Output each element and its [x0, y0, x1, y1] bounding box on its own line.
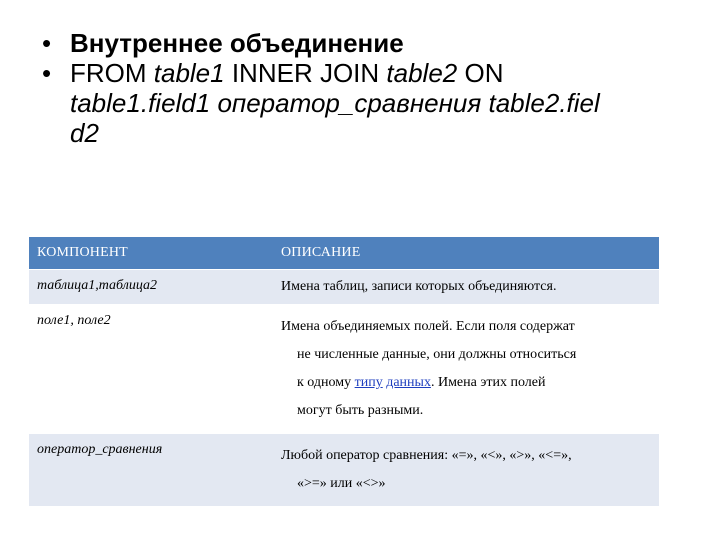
- bullet-inner-join-title: [40, 28, 700, 58]
- syntax-inner-join: INNER JOIN: [224, 58, 387, 88]
- link-type[interactable]: типу: [354, 375, 383, 390]
- cell-description: Имена таблиц, записи которых объединяются.: [273, 270, 659, 305]
- desc-fragment: . Имена этих полей: [430, 375, 546, 390]
- bullet-text: Внутреннее объединение: [70, 28, 404, 58]
- header-component: КОМПОНЕНТ: [29, 237, 273, 270]
- table-row: [29, 270, 659, 305]
- components-table: [29, 237, 659, 507]
- table-row: [29, 305, 659, 434]
- syntax-on: ON: [457, 58, 504, 88]
- link-data[interactable]: данных: [386, 375, 431, 390]
- bullet-sql-syntax: [40, 58, 700, 148]
- table-row: [29, 434, 659, 507]
- syntax-line-3: d2: [70, 118, 99, 148]
- cell-description: [273, 434, 659, 507]
- desc-line: Имена объединяемых полей. Если поля содержат: [281, 319, 575, 334]
- cell-component: таблица1,таблица2: [29, 270, 273, 305]
- bullet-dot: •: [42, 28, 52, 58]
- cell-component: оператор_сравнения: [29, 434, 273, 507]
- slide-bullets: [40, 28, 700, 148]
- desc-line: могут быть разными.: [297, 403, 424, 418]
- cell-description: [273, 305, 659, 434]
- desc-line: «>=» или «<>»: [297, 476, 386, 491]
- bullet-dot: •: [42, 58, 52, 88]
- desc-line: не численные данные, они должны относиться: [297, 347, 577, 362]
- desc-fragment: к одному: [297, 375, 355, 390]
- desc-line: Любой оператор сравнения: «=», «<», «>», «<=»,: [281, 448, 572, 463]
- syntax-line-2: table1.field1 оператор_сравнения table2.fiel: [70, 88, 600, 118]
- table-header-row: [29, 237, 659, 270]
- syntax-table1: table1: [153, 58, 225, 88]
- syntax-from: FROM: [70, 58, 154, 88]
- syntax-table2: table2: [386, 58, 458, 88]
- syntax-line-1: [70, 58, 700, 88]
- header-description: ОПИСАНИЕ: [273, 237, 659, 270]
- cell-component: поле1, поле2: [29, 305, 273, 434]
- desc-line: [281, 369, 651, 397]
